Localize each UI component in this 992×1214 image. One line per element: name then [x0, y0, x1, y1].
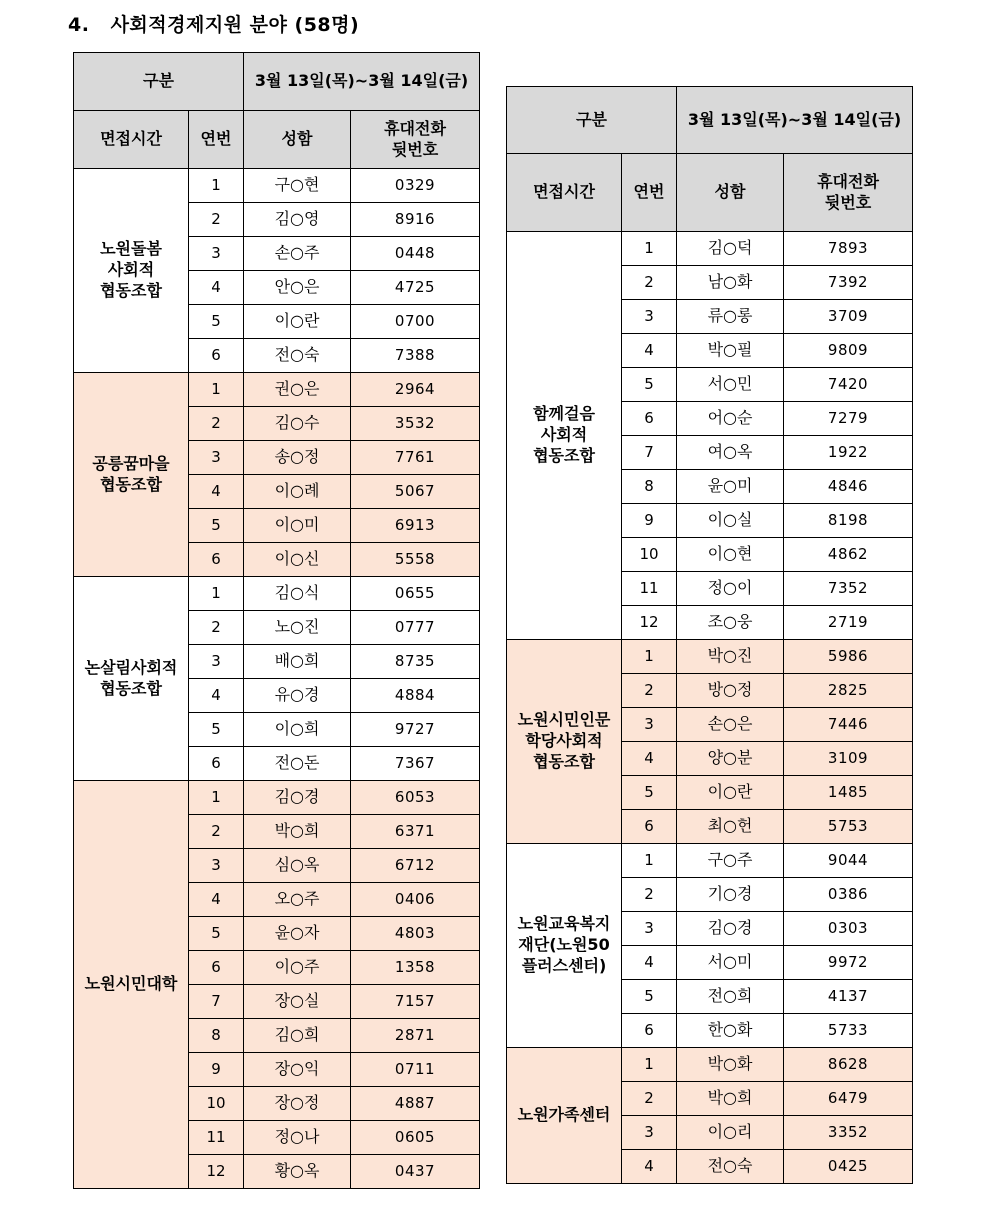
serial-number: 11 [189, 1121, 244, 1155]
table-row [74, 373, 480, 407]
serial-number: 8 [622, 470, 677, 504]
phone-suffix: 5733 [784, 1014, 913, 1048]
serial-number: 10 [189, 1087, 244, 1121]
organization-name: 노원교육복지 재단(노원50 플러스센터) [507, 844, 622, 1048]
serial-number: 9 [189, 1053, 244, 1087]
serial-number: 4 [622, 334, 677, 368]
table-row [74, 577, 480, 611]
serial-number: 11 [622, 572, 677, 606]
applicant-name: 배○희 [244, 645, 351, 679]
phone-suffix: 5753 [784, 810, 913, 844]
header-name: 성함 [244, 111, 351, 169]
applicant-name: 서○민 [677, 368, 784, 402]
applicant-name: 류○롱 [677, 300, 784, 334]
applicant-name: 이○례 [244, 475, 351, 509]
section-heading: 사회적경제지원 분야 [110, 14, 288, 36]
phone-suffix: 1358 [351, 951, 480, 985]
applicant-name: 서○미 [677, 946, 784, 980]
phone-suffix: 7893 [784, 232, 913, 266]
header-serial-no: 연번 [622, 154, 677, 232]
serial-number: 4 [622, 1150, 677, 1184]
applicant-name: 손○주 [244, 237, 351, 271]
phone-suffix: 6371 [351, 815, 480, 849]
phone-suffix: 2964 [351, 373, 480, 407]
phone-suffix: 0448 [351, 237, 480, 271]
phone-suffix: 7420 [784, 368, 913, 402]
serial-number: 3 [622, 1116, 677, 1150]
serial-number: 8 [189, 1019, 244, 1053]
serial-number: 2 [622, 266, 677, 300]
applicant-name: 박○필 [677, 334, 784, 368]
phone-suffix: 2871 [351, 1019, 480, 1053]
section-title [68, 10, 359, 37]
phone-suffix: 1485 [784, 776, 913, 810]
serial-number: 6 [189, 951, 244, 985]
applicant-name: 양○분 [677, 742, 784, 776]
organization-name: 노원시민대학 [74, 781, 189, 1189]
serial-number: 4 [189, 271, 244, 305]
serial-number: 1 [622, 844, 677, 878]
table-row [74, 169, 480, 203]
phone-suffix: 0655 [351, 577, 480, 611]
applicant-name: 심○옥 [244, 849, 351, 883]
applicant-name: 남○화 [677, 266, 784, 300]
serial-number: 2 [189, 407, 244, 441]
serial-number: 6 [189, 543, 244, 577]
table-row [507, 1048, 913, 1082]
serial-number: 1 [189, 577, 244, 611]
header-phone-suffix: 휴대전화 뒷번호 [784, 154, 913, 232]
serial-number: 3 [622, 912, 677, 946]
phone-suffix: 9044 [784, 844, 913, 878]
organization-name: 노원돌봄 사회적 협동조합 [74, 169, 189, 373]
phone-suffix: 7446 [784, 708, 913, 742]
serial-number: 5 [622, 776, 677, 810]
applicant-name: 이○주 [244, 951, 351, 985]
serial-number: 1 [622, 1048, 677, 1082]
applicant-name: 이○신 [244, 543, 351, 577]
serial-number: 3 [189, 645, 244, 679]
applicant-name: 구○현 [244, 169, 351, 203]
header-serial-no: 연번 [189, 111, 244, 169]
organization-name: 공릉꿈마을 협동조합 [74, 373, 189, 577]
applicant-name: 안○은 [244, 271, 351, 305]
section-count: (58명) [294, 14, 360, 36]
header-date-range: 3월 13일(목)~3월 14일(금) [677, 87, 913, 154]
phone-suffix: 7157 [351, 985, 480, 1019]
phone-suffix: 9809 [784, 334, 913, 368]
header-category: 구분 [507, 87, 677, 154]
phone-suffix: 4846 [784, 470, 913, 504]
phone-suffix: 7352 [784, 572, 913, 606]
serial-number: 5 [189, 713, 244, 747]
applicant-name: 김○덕 [677, 232, 784, 266]
serial-number: 2 [622, 878, 677, 912]
phone-suffix: 0406 [351, 883, 480, 917]
phone-suffix: 6479 [784, 1082, 913, 1116]
phone-suffix: 3109 [784, 742, 913, 776]
organization-name: 논살림사회적 협동조합 [74, 577, 189, 781]
applicant-name: 이○리 [677, 1116, 784, 1150]
phone-suffix: 4137 [784, 980, 913, 1014]
serial-number: 2 [622, 674, 677, 708]
applicant-name: 김○영 [244, 203, 351, 237]
applicant-name: 전○희 [677, 980, 784, 1014]
applicant-name: 윤○자 [244, 917, 351, 951]
serial-number: 5 [622, 368, 677, 402]
phone-suffix: 0303 [784, 912, 913, 946]
serial-number: 10 [622, 538, 677, 572]
phone-suffix: 7388 [351, 339, 480, 373]
phone-suffix: 1922 [784, 436, 913, 470]
header-category: 구분 [74, 53, 244, 111]
phone-suffix: 4887 [351, 1087, 480, 1121]
serial-number: 6 [622, 402, 677, 436]
phone-suffix: 7761 [351, 441, 480, 475]
applicant-name: 윤○미 [677, 470, 784, 504]
phone-suffix: 8916 [351, 203, 480, 237]
applicant-name: 이○미 [244, 509, 351, 543]
table-row [74, 781, 480, 815]
serial-number: 12 [189, 1155, 244, 1189]
serial-number: 5 [622, 980, 677, 1014]
phone-suffix: 2719 [784, 606, 913, 640]
serial-number: 5 [189, 305, 244, 339]
serial-number: 2 [189, 203, 244, 237]
applicant-name: 박○화 [677, 1048, 784, 1082]
organization-name: 노원시민인문 학당사회적 협동조합 [507, 640, 622, 844]
phone-suffix: 4884 [351, 679, 480, 713]
header-name: 성함 [677, 154, 784, 232]
applicant-name: 이○란 [244, 305, 351, 339]
applicant-name: 유○경 [244, 679, 351, 713]
organization-name: 함께걸음 사회적 협동조합 [507, 232, 622, 640]
applicant-name: 송○정 [244, 441, 351, 475]
applicant-name: 권○은 [244, 373, 351, 407]
applicant-name: 김○식 [244, 577, 351, 611]
applicant-name: 정○이 [677, 572, 784, 606]
applicant-name: 노○진 [244, 611, 351, 645]
phone-suffix: 2825 [784, 674, 913, 708]
serial-number: 1 [622, 640, 677, 674]
phone-suffix: 4725 [351, 271, 480, 305]
phone-suffix: 4862 [784, 538, 913, 572]
phone-suffix: 8198 [784, 504, 913, 538]
phone-suffix: 0386 [784, 878, 913, 912]
phone-suffix: 9972 [784, 946, 913, 980]
phone-suffix: 0777 [351, 611, 480, 645]
applicant-name: 이○란 [677, 776, 784, 810]
applicant-name: 이○희 [244, 713, 351, 747]
applicant-name: 방○정 [677, 674, 784, 708]
phone-suffix: 0711 [351, 1053, 480, 1087]
phone-suffix: 7392 [784, 266, 913, 300]
serial-number: 6 [189, 339, 244, 373]
applicant-name: 최○헌 [677, 810, 784, 844]
header-date-range: 3월 13일(목)~3월 14일(금) [244, 53, 480, 111]
serial-number: 5 [189, 509, 244, 543]
organization-name: 노원가족센터 [507, 1048, 622, 1184]
phone-suffix: 5067 [351, 475, 480, 509]
applicant-name: 정○나 [244, 1121, 351, 1155]
serial-number: 4 [622, 742, 677, 776]
applicant-name: 김○희 [244, 1019, 351, 1053]
applicant-name: 이○현 [677, 538, 784, 572]
serial-number: 4 [189, 475, 244, 509]
applicant-name: 박○희 [677, 1082, 784, 1116]
phone-suffix: 3352 [784, 1116, 913, 1150]
applicant-name: 손○은 [677, 708, 784, 742]
applicant-name: 전○돈 [244, 747, 351, 781]
applicant-name: 박○희 [244, 815, 351, 849]
phone-suffix: 0329 [351, 169, 480, 203]
serial-number: 3 [189, 237, 244, 271]
section-number: 4. [68, 14, 90, 36]
serial-number: 1 [189, 781, 244, 815]
header-phone-suffix: 휴대전화 뒷번호 [351, 111, 480, 169]
phone-suffix: 6053 [351, 781, 480, 815]
phone-suffix: 7367 [351, 747, 480, 781]
phone-suffix: 0605 [351, 1121, 480, 1155]
applicant-name: 장○익 [244, 1053, 351, 1087]
serial-number: 12 [622, 606, 677, 640]
phone-suffix: 0425 [784, 1150, 913, 1184]
left-roster-table [73, 52, 480, 1189]
serial-number: 7 [622, 436, 677, 470]
serial-number: 6 [189, 747, 244, 781]
serial-number: 7 [189, 985, 244, 1019]
phone-suffix: 9727 [351, 713, 480, 747]
table-row [507, 844, 913, 878]
phone-suffix: 6712 [351, 849, 480, 883]
serial-number: 2 [622, 1082, 677, 1116]
applicant-name: 김○경 [244, 781, 351, 815]
applicant-name: 구○주 [677, 844, 784, 878]
phone-suffix: 7279 [784, 402, 913, 436]
serial-number: 4 [189, 679, 244, 713]
applicant-name: 황○옥 [244, 1155, 351, 1189]
applicant-name: 한○화 [677, 1014, 784, 1048]
applicant-name: 오○주 [244, 883, 351, 917]
serial-number: 4 [622, 946, 677, 980]
phone-suffix: 5986 [784, 640, 913, 674]
serial-number: 5 [189, 917, 244, 951]
applicant-name: 박○진 [677, 640, 784, 674]
serial-number: 9 [622, 504, 677, 538]
phone-suffix: 8735 [351, 645, 480, 679]
serial-number: 2 [189, 611, 244, 645]
phone-suffix: 0437 [351, 1155, 480, 1189]
applicant-name: 장○정 [244, 1087, 351, 1121]
applicant-name: 기○경 [677, 878, 784, 912]
serial-number: 1 [189, 169, 244, 203]
phone-suffix: 5558 [351, 543, 480, 577]
phone-suffix: 3532 [351, 407, 480, 441]
serial-number: 4 [189, 883, 244, 917]
applicant-name: 어○순 [677, 402, 784, 436]
applicant-name: 전○숙 [244, 339, 351, 373]
applicant-name: 전○숙 [677, 1150, 784, 1184]
applicant-name: 김○수 [244, 407, 351, 441]
phone-suffix: 0700 [351, 305, 480, 339]
serial-number: 6 [622, 1014, 677, 1048]
header-interview-time: 면접시간 [507, 154, 622, 232]
table-row [507, 640, 913, 674]
applicant-name: 장○실 [244, 985, 351, 1019]
serial-number: 6 [622, 810, 677, 844]
serial-number: 3 [189, 849, 244, 883]
phone-suffix: 4803 [351, 917, 480, 951]
right-roster-table [506, 86, 913, 1184]
phone-suffix: 6913 [351, 509, 480, 543]
applicant-name: 여○옥 [677, 436, 784, 470]
phone-suffix: 8628 [784, 1048, 913, 1082]
serial-number: 3 [189, 441, 244, 475]
applicant-name: 조○웅 [677, 606, 784, 640]
serial-number: 1 [189, 373, 244, 407]
applicant-name: 김○경 [677, 912, 784, 946]
phone-suffix: 3709 [784, 300, 913, 334]
serial-number: 3 [622, 300, 677, 334]
table-row [507, 232, 913, 266]
applicant-name: 이○실 [677, 504, 784, 538]
header-interview-time: 면접시간 [74, 111, 189, 169]
serial-number: 1 [622, 232, 677, 266]
serial-number: 3 [622, 708, 677, 742]
serial-number: 2 [189, 815, 244, 849]
